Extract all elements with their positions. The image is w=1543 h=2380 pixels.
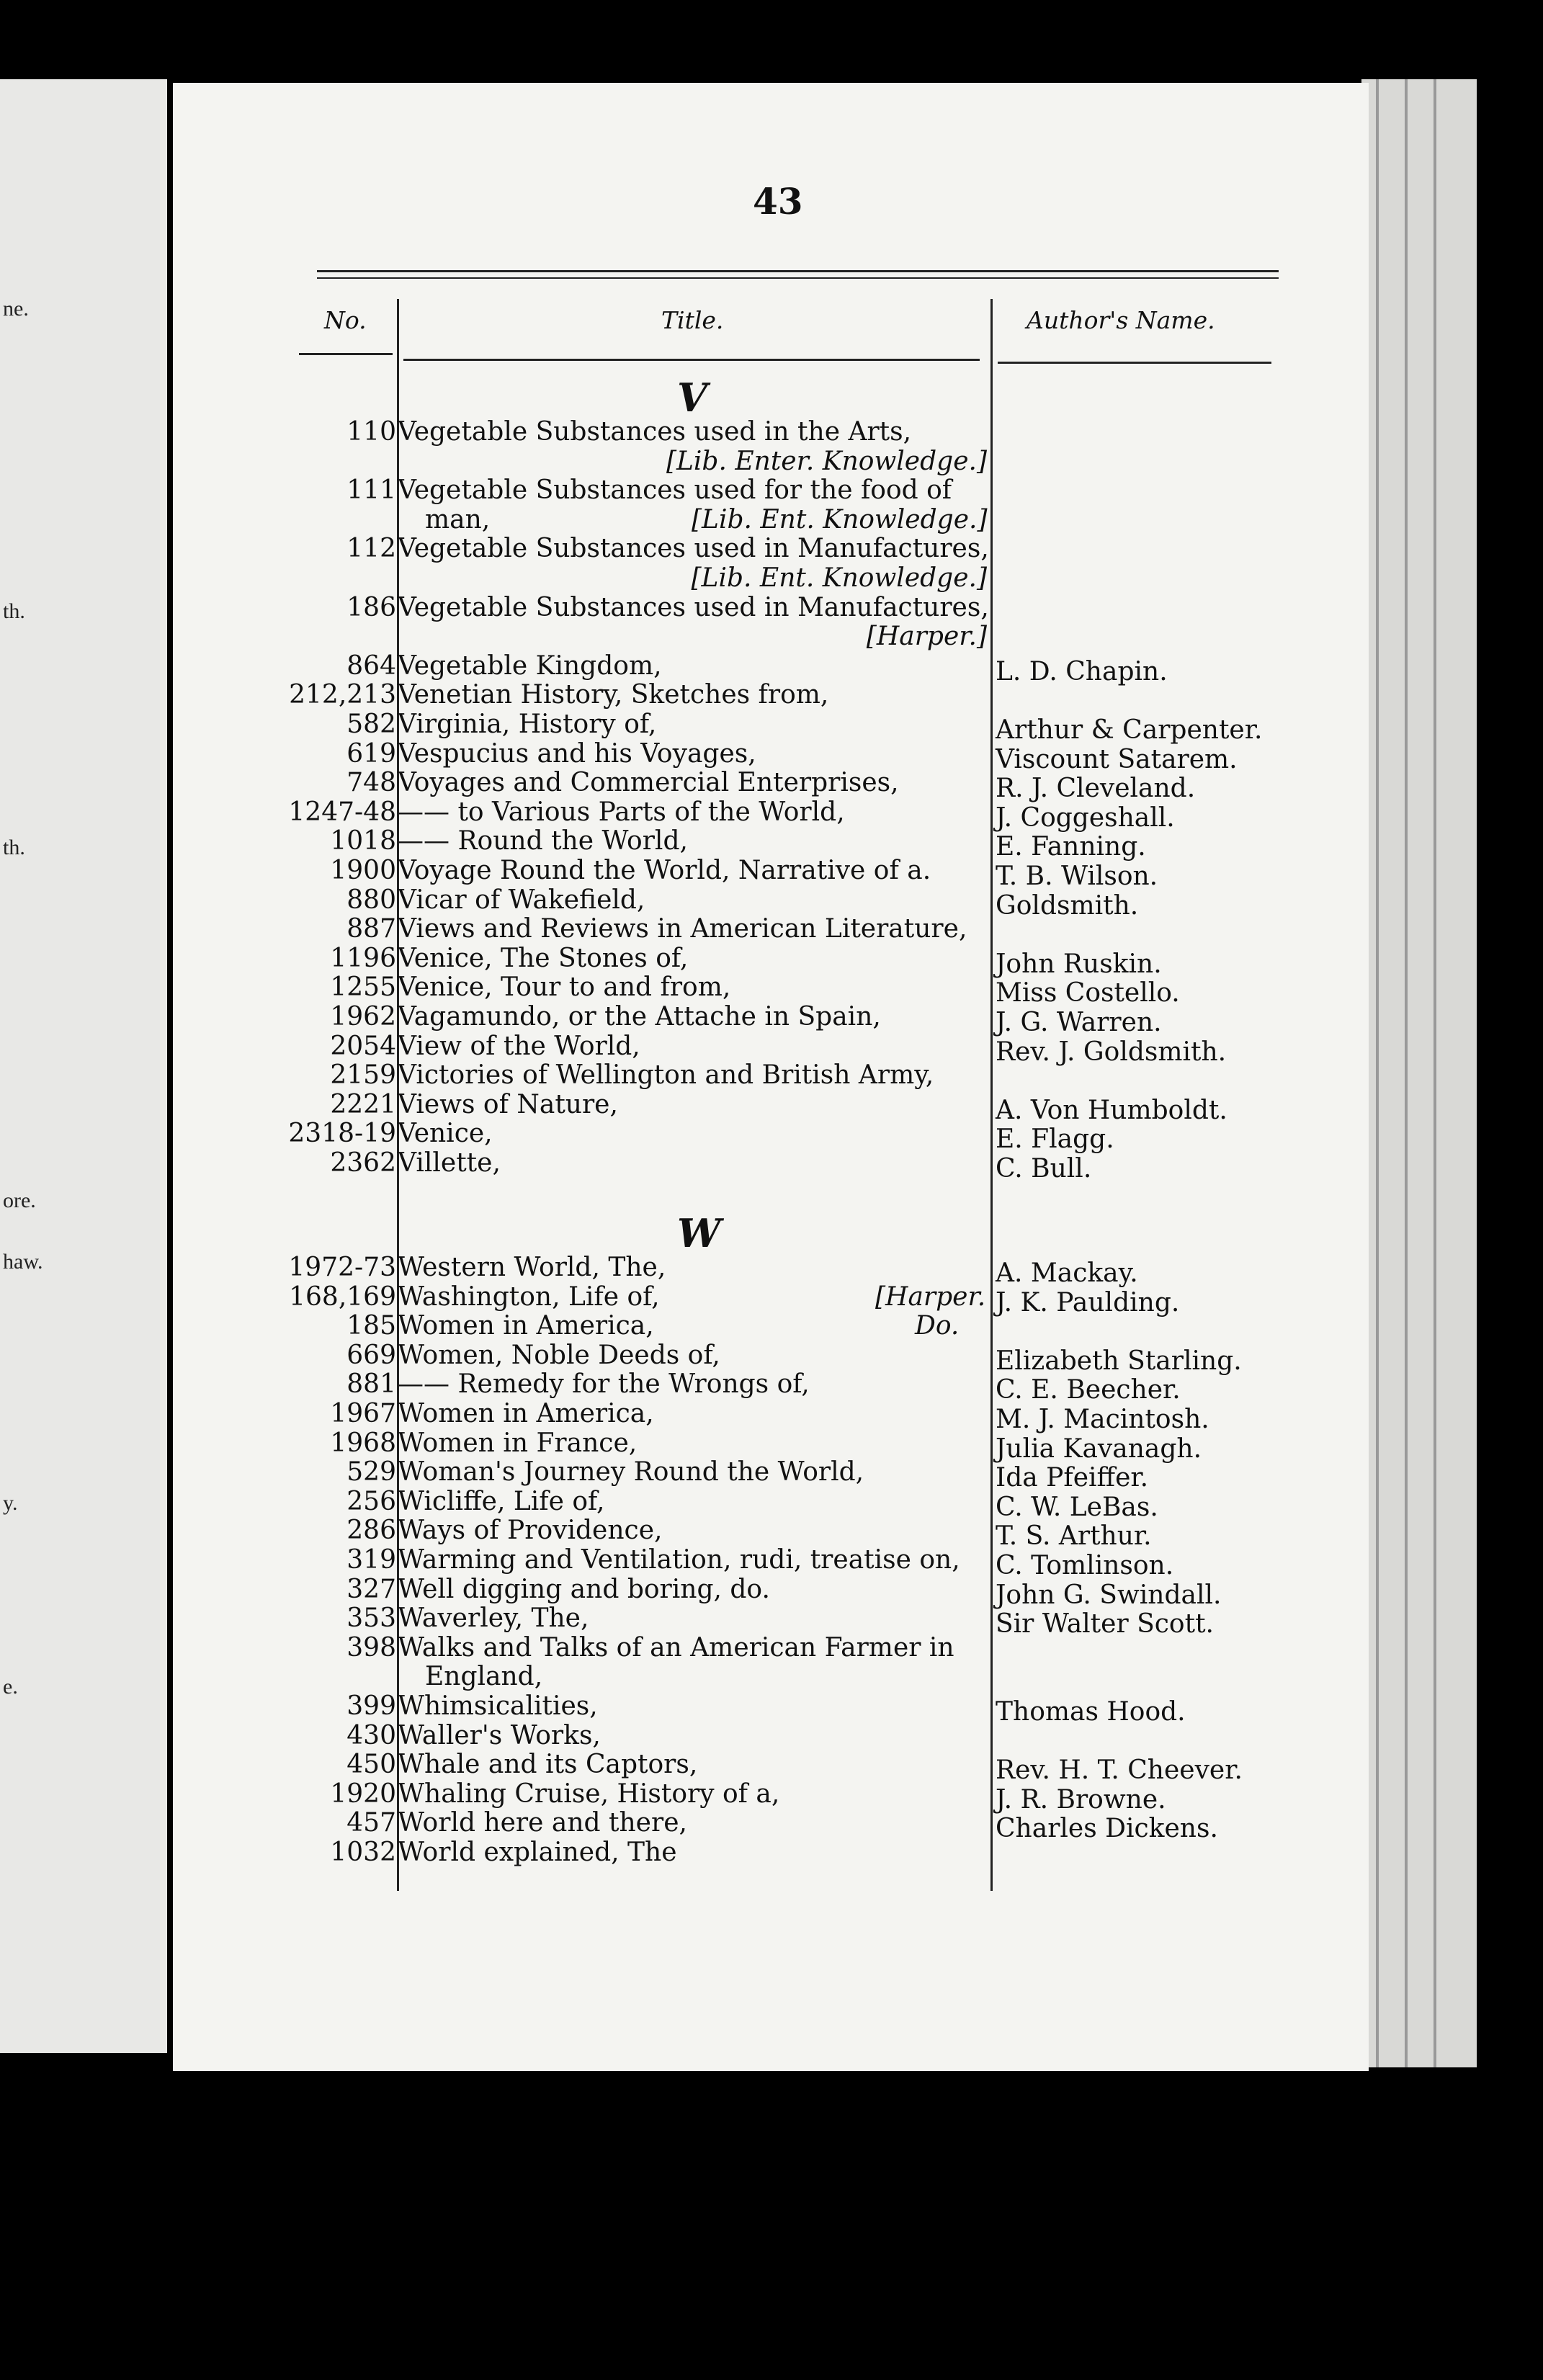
entry-title: England, (425, 1662, 543, 1692)
entry-title: Vegetable Kingdom, (398, 650, 662, 681)
facing-page-left (0, 79, 167, 2053)
entry-title: Whimsicalities, (398, 1691, 598, 1721)
entry-publisher: [Lib. Ent. Knowledge.] (691, 563, 987, 593)
entry-author: C. W. LeBas. (996, 1492, 1158, 1522)
entry-title: Whaling Cruise, History of a, (398, 1779, 780, 1809)
entry-author: L. D. Chapin. (996, 656, 1168, 686)
entry-title: man, (425, 504, 491, 534)
entry-author: E. Fanning. (996, 832, 1146, 862)
entry-title: Vegetable Substances used in Manufactures, (398, 534, 989, 564)
entry-author: J. K. Paulding. (996, 1287, 1180, 1318)
page-edges-right (1361, 79, 1477, 2067)
entry-number: 168,169 (289, 1281, 396, 1312)
entry-title: —— Remedy for the Wrongs of, (398, 1369, 810, 1400)
entry-publisher: Do. (915, 1311, 960, 1341)
entry-author: T. S. Arthur. (996, 1521, 1152, 1552)
entry-title: Villette, (398, 1148, 501, 1178)
page-edge-line (1376, 79, 1379, 2067)
entry-title: Vagamundo, or the Attache in Spain, (398, 1002, 881, 1032)
entry-publisher: [Harper. (875, 1281, 986, 1312)
entry-number: 1968 (330, 1428, 396, 1458)
entry-author: E. Flagg. (996, 1124, 1114, 1155)
entry-number: 2221 (330, 1089, 396, 1119)
entry-author: A. Von Humboldt. (996, 1095, 1227, 1125)
entry-number: 430 (346, 1720, 396, 1750)
entry-author: Ida Pfeiffer. (996, 1463, 1149, 1493)
entry-number: 1032 (330, 1838, 396, 1867)
entry-author: Rev. H. T. Cheever. (996, 1755, 1243, 1786)
entry-author: Viscount Satarem. (996, 744, 1238, 774)
entry-author: Rev. J. Goldsmith. (996, 1037, 1227, 1067)
entry-number: 327 (346, 1574, 396, 1604)
entry-title: Whale and its Captors, (398, 1750, 698, 1780)
entry-author: J. G. Warren. (996, 1008, 1162, 1037)
entry-title: Venice, (398, 1119, 493, 1149)
entry-title: Waverley, The, (398, 1603, 589, 1634)
entry-number: 529 (346, 1457, 396, 1488)
entry-author: Elizabeth Starling. (996, 1346, 1242, 1376)
entry-author: J. R. Browne. (996, 1784, 1166, 1815)
entry-title: Venice, Tour to and from, (398, 972, 731, 1003)
header-author: Author's Name. (1027, 306, 1215, 334)
entry-author: J. Coggeshall. (996, 802, 1175, 833)
entry-author: C. Tomlinson. (996, 1551, 1174, 1580)
entry-number: 880 (346, 885, 396, 915)
entry-number: 319 (346, 1545, 396, 1575)
entry-number: 112 (346, 534, 396, 564)
entry-number: 748 (346, 768, 396, 798)
entry-number: 353 (346, 1603, 396, 1634)
entry-number: 619 (346, 738, 396, 769)
entry-number: 2318-19 (288, 1119, 396, 1149)
entry-author: Miss Costello. (996, 978, 1180, 1008)
header-rule (299, 353, 393, 355)
entry-title: Views of Nature, (398, 1089, 618, 1119)
entry-number: 2054 (330, 1031, 396, 1061)
left-page-fragment: th. (3, 836, 25, 859)
entry-title: Woman's Journey Round the World, (398, 1457, 864, 1488)
header-rule (403, 359, 980, 361)
entry-author: M. J. Macintosh. (996, 1405, 1209, 1434)
entry-number: 110 (346, 417, 396, 447)
entry-author: R. J. Cleveland. (996, 774, 1196, 804)
entry-publisher: [Lib. Enter. Knowledge.] (666, 446, 987, 476)
entry-number: 864 (346, 650, 396, 681)
entry-title: Vespucius and his Voyages, (398, 738, 756, 769)
entry-author: Sir Walter Scott. (996, 1609, 1214, 1639)
entry-title: Women in America, (398, 1399, 654, 1428)
column-rule-right (990, 299, 993, 1891)
entry-author: C. E. Beecher. (996, 1375, 1181, 1405)
entry-number: 186 (346, 592, 396, 622)
top-rule (317, 270, 1279, 272)
page-edge-line (1434, 79, 1436, 2067)
entry-author: John Ruskin. (996, 949, 1162, 979)
entry-title: —— to Various Parts of the World, (398, 797, 845, 827)
entry-title: Walks and Talks of an American Farmer in (398, 1632, 954, 1663)
entry-author: Charles Dickens. (996, 1814, 1218, 1844)
left-page-fragment: haw. (3, 1250, 43, 1274)
entry-author: Julia Kavanagh. (996, 1433, 1202, 1464)
entry-title: View of the World, (398, 1031, 640, 1061)
entry-number: 1962 (330, 1002, 396, 1032)
entry-title: Voyages and Commercial Enterprises, (398, 768, 899, 798)
entry-title: World here and there, (398, 1808, 687, 1838)
entry-publisher: [Lib. Ent. Knowledge.] (692, 504, 988, 534)
entry-number: 1247-48 (288, 797, 396, 827)
entry-number: 1196 (330, 943, 396, 973)
entry-title: Well digging and boring, do. (398, 1574, 770, 1604)
left-page-fragment: ore. (3, 1189, 36, 1212)
entry-number: 450 (346, 1750, 396, 1780)
entry-number: 669 (346, 1340, 396, 1370)
entry-author: Goldsmith. (996, 890, 1139, 921)
entry-number: 111 (346, 475, 396, 506)
entry-number: 1920 (330, 1779, 396, 1809)
entry-author: T. B. Wilson. (996, 862, 1158, 891)
entry-title: Women in France, (398, 1428, 638, 1458)
entry-title: Washington, Life of, (398, 1281, 660, 1312)
entry-number: 1900 (330, 856, 396, 885)
entry-number: 1255 (330, 972, 396, 1003)
entry-title: Venetian History, Sketches from, (398, 680, 829, 710)
entry-title: Victories of Wellington and British Army, (398, 1060, 934, 1091)
entry-number: 185 (346, 1311, 396, 1341)
entry-title: Vegetable Substances used for the food of (398, 475, 952, 506)
entry-number: 1972-73 (288, 1253, 396, 1282)
section-letter: W (677, 1210, 721, 1256)
entry-number: 887 (346, 914, 396, 944)
entry-number: 1018 (330, 826, 396, 856)
entry-title: Voyage Round the World, Narrative of a. (398, 856, 931, 885)
entry-author: A. Mackay. (996, 1258, 1138, 1288)
entry-author: John G. Swindall. (996, 1580, 1222, 1610)
left-page-fragment: y. (3, 1491, 18, 1515)
header-title: Title. (661, 306, 724, 334)
entry-number: 399 (346, 1691, 396, 1721)
entry-title: Women, Noble Deeds of, (398, 1340, 720, 1370)
entry-title: Vicar of Wakefield, (398, 885, 645, 915)
entry-number: 582 (346, 710, 396, 739)
page-number: 43 (753, 180, 803, 223)
entry-publisher: [Harper.] (866, 622, 987, 652)
entry-title: Wicliffe, Life of, (398, 1486, 605, 1516)
entry-title: Views and Reviews in American Literature, (398, 914, 967, 944)
entry-title: Waller's Works, (398, 1720, 601, 1750)
entry-number: 2159 (330, 1060, 396, 1091)
entry-title: Vegetable Substances used in the Arts, (398, 417, 912, 447)
entry-number: 2362 (330, 1148, 396, 1178)
entry-number: 1967 (330, 1399, 396, 1428)
entry-title: Women in America, (398, 1311, 654, 1341)
header-rule (998, 362, 1271, 364)
entry-title: Warming and Ventilation, rudi, treatise on, (398, 1545, 960, 1575)
entry-number: 457 (346, 1808, 396, 1838)
entry-title: Vegetable Substances used in Manufactures, (398, 592, 989, 622)
entry-title: Ways of Providence, (398, 1516, 663, 1546)
header-no: No. (324, 306, 367, 334)
section-letter: V (677, 375, 707, 421)
entry-number: 398 (346, 1632, 396, 1663)
entry-number: 256 (346, 1486, 396, 1516)
entry-title: Virginia, History of, (398, 710, 657, 739)
entry-number: 212,213 (289, 680, 396, 710)
entry-author: C. Bull. (996, 1154, 1092, 1184)
page-edge-line (1405, 79, 1408, 2067)
entry-title: Venice, The Stones of, (398, 943, 689, 973)
top-rule (317, 277, 1279, 279)
entry-author: Arthur & Carpenter. (996, 715, 1263, 745)
entry-title: Western World, The, (398, 1253, 666, 1282)
left-page-fragment: ne. (3, 297, 29, 321)
entry-title: —— Round the World, (398, 826, 688, 856)
entry-author: Thomas Hood. (996, 1697, 1186, 1727)
entry-number: 881 (346, 1369, 396, 1400)
entry-title: World explained, The (398, 1838, 677, 1867)
entry-number: 286 (346, 1516, 396, 1546)
left-page-fragment: th. (3, 599, 25, 623)
left-page-fragment: e. (3, 1675, 18, 1699)
